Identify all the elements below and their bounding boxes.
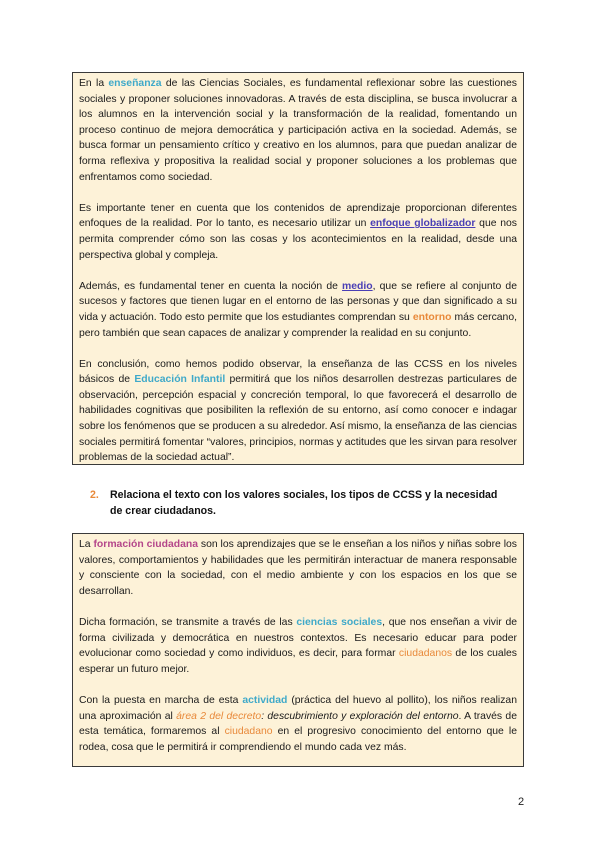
text-run: de los cuales esperar un futuro mejor. bbox=[79, 648, 517, 675]
paragraph-3 bbox=[79, 693, 517, 755]
keyword-ciudadano: ciudadano bbox=[224, 726, 273, 738]
text-run: Es importante tener en cuenta que los contenidos de aprendizaje proporcionan diferentes enfoques de la realidad. Por lo tanto, es necesario utilizar un bbox=[79, 202, 517, 230]
text-run: Con la puesta en marcha de esta bbox=[79, 694, 243, 706]
paragraph-1 bbox=[79, 537, 517, 599]
question-line-1: Relaciona el texto con los valores sociales, los tipos de CCSS y la necesidad bbox=[110, 489, 498, 501]
text-run: En conclusión, como hemos podido observar, la enseñanza de las CCSS en los niveles básicos de bbox=[79, 358, 517, 386]
keyword-ciudadanos: ciudadanos bbox=[398, 648, 453, 660]
text-run: que nos permita comprender cómo son las cosas y los acontecimientos en la realidad, desde una perspectiva global y compleja. bbox=[79, 218, 517, 261]
text-box-formacion-ciudadana bbox=[72, 533, 524, 767]
paragraph-2 bbox=[79, 201, 517, 263]
keyword-ensenanza: enseñanza bbox=[108, 78, 162, 89]
keyword-formacion-ciudadana: formación ciudadana bbox=[93, 539, 198, 550]
paragraph-1 bbox=[79, 76, 517, 185]
text-run: permitirá que los niños desarrollen destrezas particulares de observación, percepción espacial y concreción temporal, lo que favorecerá el desarrollo de habilidades cognitivas que posibiliten la reflexión de su entorno, así como conocer e indagar sobre los fenómenos que se producen a su alrededor. Así mismo, la enseñanza de las ciencias sociales permitirá fomentar “valores, principios, normas y actitudes que les sirvan para resolver problemas de la sociedad actual”. bbox=[79, 374, 517, 464]
text-box-ensenanza bbox=[72, 72, 524, 465]
keyword-actividad: actividad bbox=[242, 694, 288, 706]
question-number: 2. bbox=[90, 489, 99, 501]
text-run: , que se refiere al conjunto de sucesos y factores que tienen lugar en el entorno de las personas y que dan significado a su vida y actuación. Todo esto permite que los estudiantes comprendan su bbox=[79, 280, 517, 323]
paragraph-2 bbox=[79, 615, 517, 677]
keyword-area-2-decreto: área 2 del decreto bbox=[176, 710, 262, 722]
text-run: . A través de esta temática, formaremos al bbox=[79, 710, 517, 738]
text-run: (práctica del huevo al pollito), los niños realizan una aproximación al bbox=[79, 694, 517, 722]
text-run: , que nos enseñan a vivir de forma civilizada y democrática en nuestros contextos. Es necesario educar para poder evolucionar como sociedad y como individuos, es decir, para formar bbox=[79, 616, 517, 660]
text-run: Además, es fundamental tener en cuenta la noción de bbox=[79, 280, 343, 292]
keyword-educacion-infantil: Educación Infantil bbox=[134, 374, 226, 386]
text-run: en el progresivo conocimiento del entorno que le rodea, cosa que le permitirá ir comprendiendo el mundo cada vez más. bbox=[79, 726, 517, 753]
link-enfoque-globalizador[interactable]: enfoque globalizador bbox=[370, 218, 476, 230]
text-run: son los aprendizajes que se le enseñan a los niños y niñas sobre los valores, comportamientos y habilidades que les permitirán interactuar de manera responsable y consciente con la sociedad, con el medio ambiente y con los espacios en los que se desarrollan. bbox=[79, 539, 517, 597]
question-heading bbox=[90, 488, 520, 519]
keyword-ciencias-sociales: ciencias sociales bbox=[296, 616, 383, 628]
paragraph-3 bbox=[79, 279, 517, 341]
text-run-italic: : descubrimiento y exploración del entorno bbox=[261, 710, 459, 722]
keyword-entorno: entorno bbox=[412, 311, 452, 323]
page-number: 2 bbox=[518, 796, 525, 808]
text-run: La bbox=[79, 539, 94, 550]
text-run: En la bbox=[79, 78, 109, 89]
link-medio[interactable]: medio bbox=[342, 280, 373, 292]
text-run: más cercano, pero también que sean capaces de analizar y comprender la realidad en su conjunto. bbox=[79, 311, 517, 339]
text-run: Dicha formación, se transmite a través de las bbox=[79, 616, 297, 628]
paragraph-4 bbox=[79, 357, 517, 466]
text-run: de las Ciencias Sociales, es fundamental reflexionar sobre las cuestiones sociales y proponer soluciones innovadoras. A través de esta disciplina, se busca involucrar a los alumnos en la intervención social y la transformación de la realidad, fomentando un proceso continuo de mejora democrática y participación activa en la sociedad. Además, se busca formar un pensamiento crítico y creativo en los alumnos, para que puedan analizar de forma reflexiva y propositiva la realidad social y proponer soluciones a los problemas que enfrentamos como sociedad. bbox=[79, 78, 518, 183]
question-line-2: de crear ciudadanos. bbox=[110, 504, 216, 517]
